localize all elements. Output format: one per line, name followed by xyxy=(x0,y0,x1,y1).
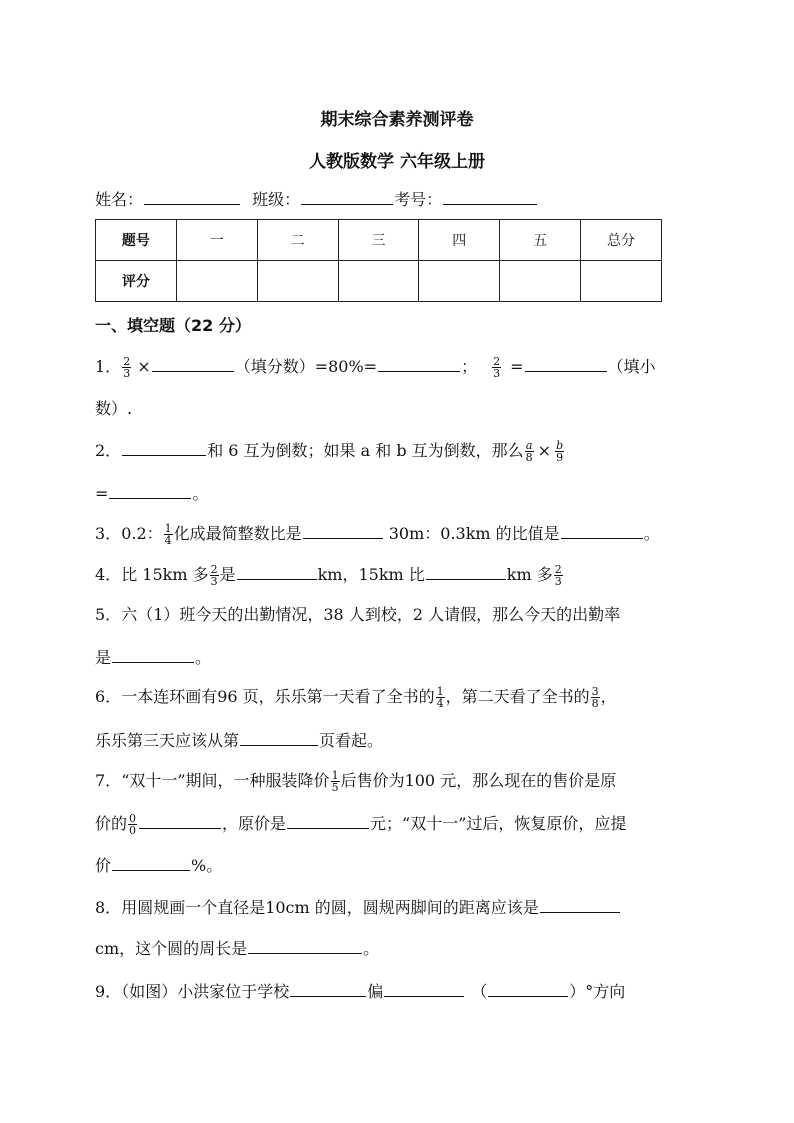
column-header: 三 xyxy=(338,220,419,261)
question-text: 。 xyxy=(363,939,380,958)
fraction xyxy=(122,356,131,379)
question-number: 9． xyxy=(95,982,122,1001)
question-number: 6． xyxy=(95,687,122,706)
answer-blank[interactable] xyxy=(240,729,318,746)
answer-blank[interactable] xyxy=(384,980,464,997)
question-text: 。 xyxy=(643,524,660,543)
score-cell[interactable] xyxy=(419,261,500,302)
question-2 xyxy=(95,439,565,463)
class-label: 班级： xyxy=(252,190,301,209)
answer-blank[interactable] xyxy=(525,355,607,372)
question-text: 后售价为100 元，那么现在的售价是原 xyxy=(340,771,617,790)
question-text: 数）. xyxy=(95,399,133,418)
denominator: 3 xyxy=(493,367,501,380)
numerator[interactable]: 0 xyxy=(129,812,137,825)
score-table-header-row xyxy=(96,220,662,261)
question-1-continued xyxy=(95,398,132,420)
question-text: 比 15km 多 xyxy=(121,565,209,584)
answer-blank[interactable] xyxy=(303,522,383,539)
question-text: 一本连环画有96 页，乐乐第一天看了全书的 xyxy=(121,687,435,706)
question-text: km，15km 比 xyxy=(317,565,425,584)
question-text: ； xyxy=(461,357,478,376)
numerator: 3 xyxy=(591,685,599,698)
numerator: 2 xyxy=(123,355,131,368)
question-text: 六（1）班今天的出勤情况，38 人到校，2 人请假，那么今天的出勤率 xyxy=(121,605,621,624)
denominator: 3 xyxy=(123,367,131,380)
fraction xyxy=(525,440,534,463)
question-text: （ xyxy=(471,982,488,1001)
numerator: 2 xyxy=(493,355,501,368)
question-text: ，原价是 xyxy=(222,814,287,833)
numerator: 2 xyxy=(554,563,562,576)
numerator: a xyxy=(525,439,533,452)
denominator: 4 xyxy=(164,534,172,547)
fraction xyxy=(492,356,501,379)
fraction xyxy=(436,686,445,709)
question-text: （填小 xyxy=(607,357,656,376)
equals-sign: = xyxy=(95,484,109,503)
column-header: 一 xyxy=(176,220,257,261)
question-text: 偏 xyxy=(367,982,384,1001)
question-7-continued xyxy=(95,812,626,836)
exam-subtitle: 人教版数学 六年级上册 xyxy=(309,152,485,172)
denominator: 3 xyxy=(210,575,218,588)
denominator: 8 xyxy=(525,451,533,464)
answer-blank[interactable] xyxy=(139,812,221,829)
answer-blank[interactable] xyxy=(112,854,190,871)
question-7-continued-2 xyxy=(95,854,222,877)
answer-blank[interactable] xyxy=(248,937,362,954)
fraction xyxy=(591,686,600,709)
score-cell[interactable] xyxy=(581,261,662,302)
column-header: 二 xyxy=(257,220,338,261)
question-text: km 多 xyxy=(506,565,553,584)
question-text: 价的 xyxy=(95,814,128,833)
question-6-continued xyxy=(95,729,383,752)
score-label: 评分 xyxy=(96,261,177,302)
question-text: ）°方向 xyxy=(569,982,626,1001)
question-text: 化成最简整数比是 xyxy=(173,524,302,543)
question-8-continued xyxy=(95,937,379,960)
question-text: 30m：0.3km 的比值是 xyxy=(383,524,560,543)
fraction xyxy=(210,564,219,587)
numerator: 1 xyxy=(164,522,172,535)
question-number-label: 题号 xyxy=(96,220,177,261)
answer-blank[interactable] xyxy=(112,646,194,663)
question-7 xyxy=(95,770,616,793)
question-text: %。 xyxy=(191,856,223,875)
question-text: 元；“双十一”过后，恢复原价，应提 xyxy=(370,814,627,833)
column-header: 五 xyxy=(500,220,581,261)
question-text: cm，这个圆的周长是 xyxy=(95,939,248,958)
student-info-row xyxy=(95,188,538,211)
question-4 xyxy=(95,563,564,587)
question-text: “双十一”期间，一种服装降价 xyxy=(121,771,330,790)
score-cell[interactable] xyxy=(257,261,338,302)
name-label: 姓名： xyxy=(95,190,144,209)
equals-sign: = xyxy=(510,357,524,376)
numerator: 1 xyxy=(331,769,339,782)
question-text: （如图）小洪家位于学校 xyxy=(121,982,290,1001)
question-6 xyxy=(95,686,617,709)
answer-blank[interactable] xyxy=(378,355,460,372)
answer-blank[interactable] xyxy=(287,812,369,829)
question-number: 5． xyxy=(95,605,122,624)
question-number: 7． xyxy=(95,771,122,790)
question-text: 页看起。 xyxy=(319,731,384,750)
numerator: b xyxy=(556,439,564,452)
denominator: 5 xyxy=(331,781,339,794)
question-3 xyxy=(95,522,660,546)
question-number: 2． xyxy=(95,441,122,460)
denominator: 9 xyxy=(556,451,564,464)
column-header: 总分 xyxy=(581,220,662,261)
question-5-continued xyxy=(95,646,211,669)
exam-title: 期末综合素养测评卷 xyxy=(320,110,474,130)
answer-blank[interactable] xyxy=(122,439,206,456)
question-text: 。 xyxy=(192,484,209,503)
answer-blank[interactable] xyxy=(488,980,568,997)
answer-blank[interactable] xyxy=(152,355,234,372)
score-cell[interactable] xyxy=(176,261,257,302)
question-text: 和 6 互为倒数；如果 a 和 b 互为倒数，那么 xyxy=(207,441,524,460)
question-text: 是 xyxy=(95,648,112,667)
fraction xyxy=(554,564,563,587)
question-text: 。 xyxy=(195,648,212,667)
question-text: 是 xyxy=(219,565,236,584)
exam-no-blank[interactable] xyxy=(443,188,537,205)
answer-blank[interactable] xyxy=(109,482,191,499)
answer-blank[interactable] xyxy=(290,980,366,997)
fraction xyxy=(555,440,564,463)
denominator[interactable]: 0 xyxy=(129,824,137,837)
fraction xyxy=(128,813,137,836)
question-text: 乐乐第三天应该从第 xyxy=(95,731,240,750)
answer-blank[interactable] xyxy=(237,563,317,580)
question-text: ， xyxy=(600,687,617,706)
question-number: 3． xyxy=(95,524,122,543)
class-blank[interactable] xyxy=(301,188,393,205)
denominator: 3 xyxy=(554,575,562,588)
denominator: 8 xyxy=(591,697,599,710)
question-text: 用圆规画一个直径是10cm 的圆，圆规两脚间的距离应该是 xyxy=(121,898,539,917)
name-blank[interactable] xyxy=(144,188,240,205)
score-table xyxy=(95,219,662,302)
fraction xyxy=(331,770,340,793)
answer-blank[interactable] xyxy=(540,896,620,913)
question-5 xyxy=(95,604,620,626)
fraction xyxy=(164,523,173,546)
question-text: 价 xyxy=(95,856,112,875)
answer-blank[interactable] xyxy=(561,522,643,539)
denominator: 4 xyxy=(436,697,444,710)
question-1 xyxy=(95,355,656,379)
numerator: 1 xyxy=(436,685,444,698)
column-header: 四 xyxy=(419,220,500,261)
question-text: ，第二天看了全书的 xyxy=(445,687,590,706)
times-sign: × xyxy=(137,357,151,376)
question-8 xyxy=(95,896,621,919)
score-cell[interactable] xyxy=(500,261,581,302)
question-text: 0.2： xyxy=(121,524,163,543)
question-number: 1． xyxy=(95,357,122,376)
section-heading: 一、填空题（22 分） xyxy=(95,316,251,335)
numerator: 2 xyxy=(210,563,218,576)
question-text: （填分数）=80%= xyxy=(234,357,378,376)
times-sign: × xyxy=(537,441,552,460)
question-2-continued xyxy=(95,482,208,505)
answer-blank[interactable] xyxy=(426,563,506,580)
score-table-score-row xyxy=(96,261,662,302)
question-number: 8． xyxy=(95,898,122,917)
question-9 xyxy=(95,980,625,1003)
question-number: 4． xyxy=(95,565,122,584)
score-cell[interactable] xyxy=(338,261,419,302)
exam-no-label: 考号： xyxy=(394,190,443,209)
